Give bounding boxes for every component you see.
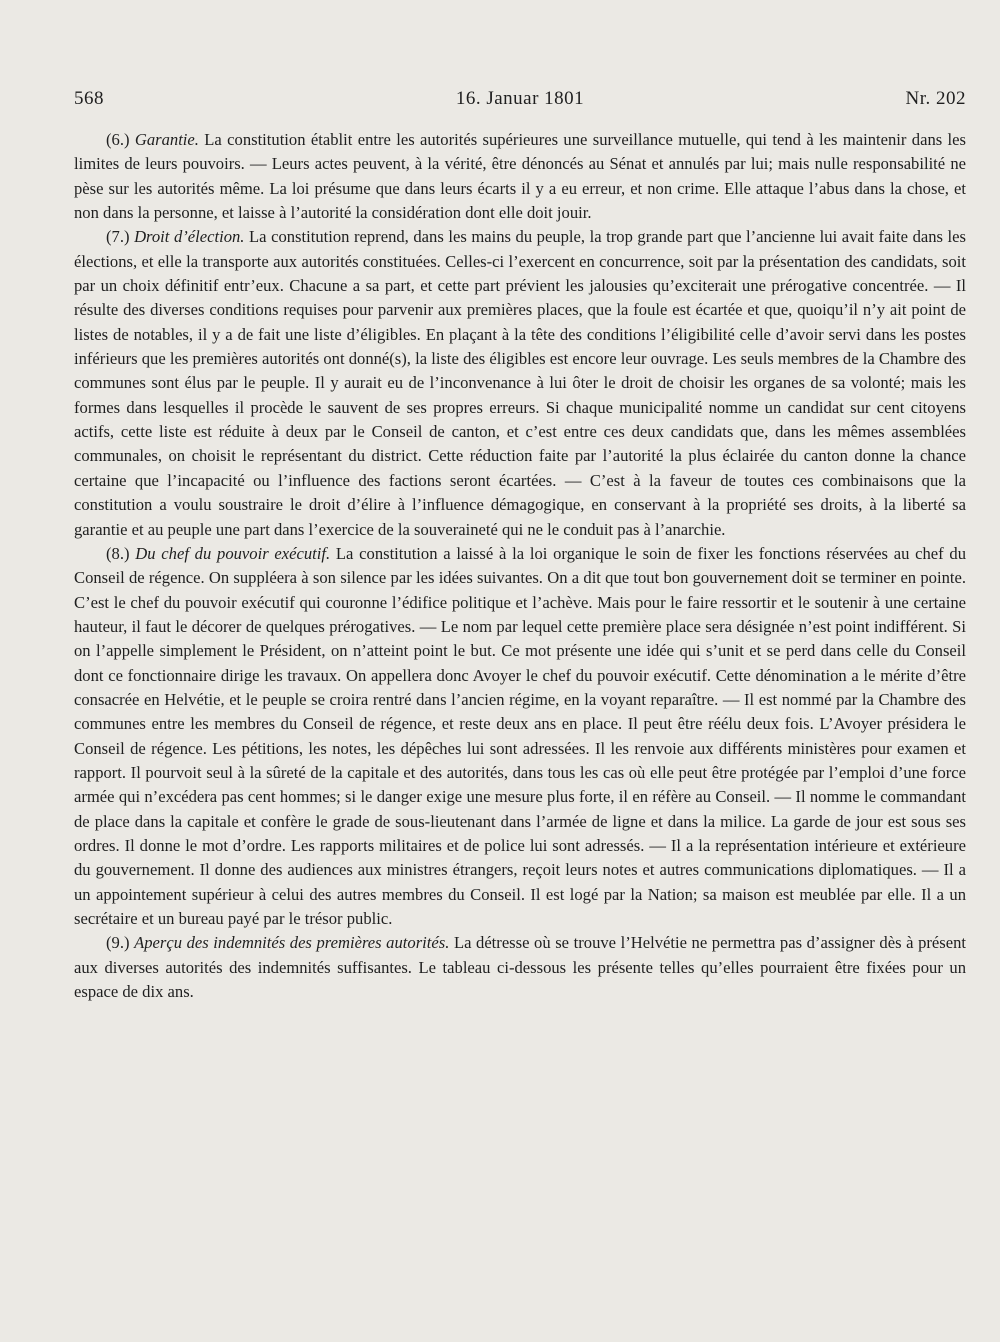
paragraph-number: (6.) <box>106 130 130 149</box>
paragraph-garantie <box>74 128 966 225</box>
document-body <box>74 128 966 1004</box>
document-number: Nr. 202 <box>905 88 966 109</box>
paragraph-title: Du chef du pouvoir exécutif. <box>135 543 331 563</box>
page-header <box>74 88 966 114</box>
paragraph-chef-pouvoir-executif <box>74 542 966 932</box>
paragraph-title: Droit d’élection. <box>134 227 245 247</box>
paragraph-text: La détresse où se trouve l’Helvétie ne permettra pas d’assigner dès à présent aux diverses autorités des indemnités suffisantes. Le tableau ci-dessous les présente telles qu’elles pourraient être fixées pour un espace de dix ans. <box>74 933 966 1002</box>
paragraph-text: La constitution établit entre les autorités supérieures une surveillance mutuelle, qui tend à les maintenir dans les limites de leurs pouvoirs. — Leurs actes peuvent, à la vérité, être dénoncés au Sénat et annulés par lui; mais nulle responsabilité ne pèse sur les autorités même. La loi présume que dans leurs écarts il y a eu erreur, et non crime. Elle attaque l’abus dans la chose, et non dans la personne, et laisse à l’autorité la considération dont elle doit jouir. <box>74 130 966 223</box>
page-number: 568 <box>74 88 104 109</box>
paragraph-number: (7.) <box>106 227 130 247</box>
paragraph-text: La constitution reprend, dans les mains du peuple, la trop grande part que l’ancienne lui avait faite dans les élections, et elle la transporte aux autorités constituées. Celles-ci l’exercent en concurrence, soit par la présentation des candidats, soit par un choix définitif entr’eux. Chacune a sa part, et cette part prévient les jalousies qu’exciterait une prérogative concentrée. — Il résulte des diverses conditions requises pour parvenir aux premières places, que la foule est écartée et que, quoiqu’il n’y ait point de listes de notables, il y a de fait une liste d’éligibles. En plaçant à la tête des conditions l’éligibilité celle d’avoir servi dans les postes inférieurs que les premières autorités ont donné(s), la liste des éligibles est encore leur ouvrage. Les seuls membres de la Chambre des communes sont élus par le peuple. Il y aurait eu de l’inconvenance à lui ôter le droit de choisir les organes de sa volonté; mais les formes dans lesquelles il procède le sauvent de ses propres erreurs. Si chaque municipalité nomme un candidat sur cent citoyens actifs, cette liste est réduite à deux par le Conseil de canton, et c’est entre ces deux candidats que, dans les mêmes assemblées communales, on choisit le représentant du district. Cette réduction faite par l’autorité la plus éclairée du canton donne la chance certaine que l’incapacité ou l’influence des factions seront écartées. — C’est à la faveur de toutes ces combinaisons que la constitution a voulu soustraire le droit d’élire à l’influence démagogique, en conservant à la propriété ses droits, à la liberté sa garantie et au peuple une part dans l’exercice de la souveraineté qui ne le conduit pas à l’anarchie. <box>74 227 966 539</box>
paragraph-title: Garantie. <box>134 130 199 149</box>
paragraph-text: La constitution a laissé à la loi organique le soin de fixer les fonctions réservées au chef du Conseil de régence. On suppléera à son silence par les idées suivantes. On a dit que tout bon gouvernement doit se terminer en pointe. C’est le chef du pouvoir exécutif qui couronne l’édifice politique et l’achève. Mais pour le faire ressortir et le soutenir à une certaine hauteur, il faut le décorer de quelques prérogatives. — Le nom par lequel cette première place sera désignée n’est point indifférent. Si on l’appelle simplement le Président, on n’atteint point le but. Ce mot présente une idée qui s’unit et se perd dans celle du Conseil dont ce fonctionnaire dirige les travaux. On appellera donc Avoyer le chef du pouvoir exécutif. Cette dénomination a le mérite d’être consacrée en Helvétie, et le peuple se croira rentré dans l’ancien régime, en la voyant reparaître. — Il est nommé par la Chambre des communes entre les membres du Conseil de régence, et reste deux ans en place. Il peut être réélu deux fois. L’Avoyer présidera le Conseil de régence. Les pétitions, les notes, les dépêches lui sont adressées. Il les renvoie aux différents ministères pour examen et rapport. Il pourvoit seul à la sûreté de la capitale et des autorités, dans tous les cas où elle peut être protégée par l’emploi d’une force armée qui n’excédera pas cent hommes; si le danger exige une mesure plus forte, il en réfère au Conseil. — Il nomme le commandant de place dans la capitale et confère le grade de sous-lieutenant dans l’armée de ligne et dans la milice. La garde de jour est sous ses ordres. Il donne le mot d’ordre. Les rapports militaires et de police lui sont adressés. — Il a la représentation intérieure et extérieure du gouvernement. Il donne des audiences aux ministres étrangers, reçoit leurs notes et autres communications diplomatiques. — Il a un appointement supérieur à celui des autres membres du Conseil. Il est logé par la Nation; sa maison est meublée par elle. Il a un secrétaire et un bureau payé par le trésor public. <box>74 543 967 928</box>
paragraph-number: (9.) <box>106 933 130 953</box>
header-date: 16. Januar 1801 <box>455 88 585 109</box>
paragraph-droit-election <box>74 225 966 541</box>
paragraph-number: (8.) <box>106 543 130 563</box>
paragraph-apercu-indemnites <box>74 931 966 1004</box>
paragraph-title: Aperçu des indemnités des premières autorités. <box>134 933 450 953</box>
